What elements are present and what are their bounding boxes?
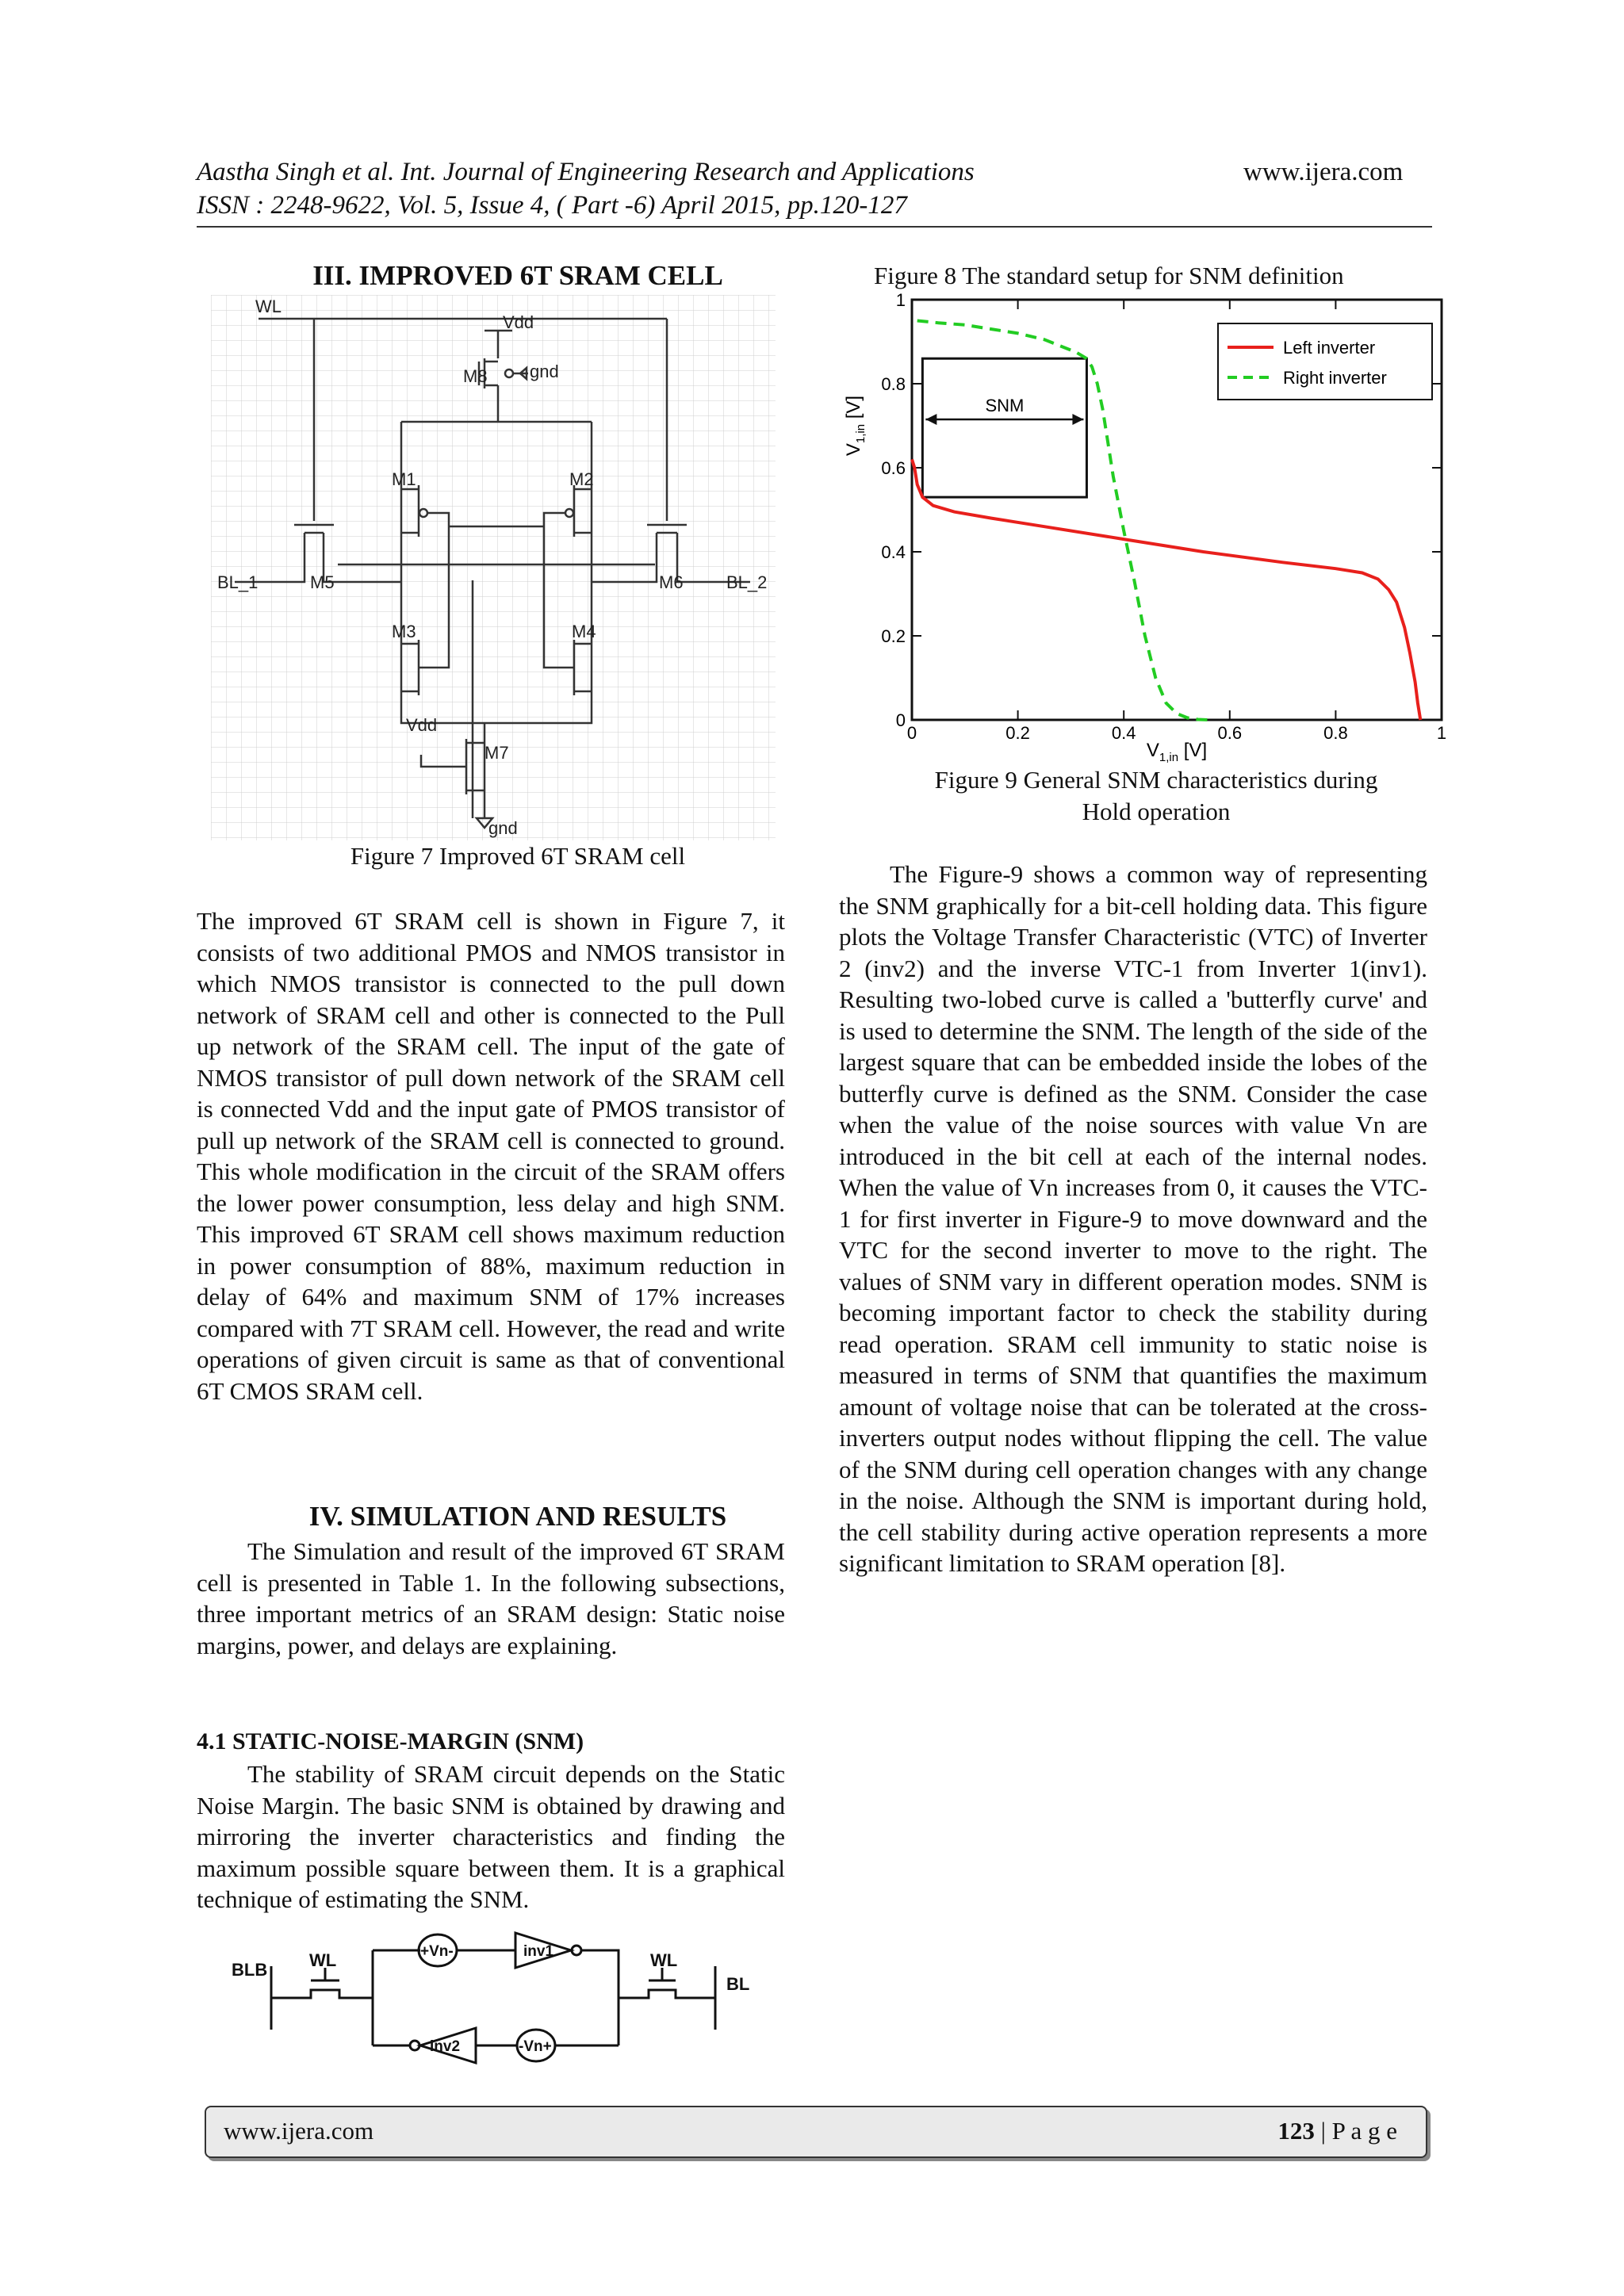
right-column-paragraph: The Figure-9 shows a common way of representing the SNM graphically for a bit-cell holding data. This figure plots the Voltage Transfer Characteristic (VTC) of Inverter 2 (inv2) and the inverse VTC-1 from Inverter 1(inv1). Resulting two-lobed curve is called a 'butterfly curve' and is used to determine the SNM. The length of the side of the largest square that can be embedded inside the lobes of the butterfly curve is defined as the SNM. Consider the case when the value of the noise sources with value Vn are introduced in the bit cell at each of the internal nodes. When the value of Vn increases from 0, it causes the VTC-1 for first inverter in Figure-9 to move downward and the VTC for the second inverter to move to the right. The values of SNM vary in different operation modes. SNM is becoming important factor to check the stability during read operation. SRAM cell immunity to static noise is measured in terms of SNM that quantifies the maximum amount of voltage noise that can be tolerated at the cross-inverters output nodes without flipping the cell. The value of the SNM during cell operation changes with any change in the noise. Although the SNM is important during hold, the cell stability during active operation represents a more significant limitation to SRAM operation [8].: [839, 860, 1427, 1577]
figure-7-caption: Figure 7 Improved 6T SRAM cell: [350, 842, 686, 870]
section-heading-simulation: IV. SIMULATION AND RESULTS: [308, 1501, 727, 1532]
fig7-label-gnd-bottom: gnd: [488, 818, 518, 838]
y-tick-label: 0.6: [881, 458, 906, 478]
fig7-label-m3: M3: [392, 622, 416, 641]
footer-page-label: | P a g e: [1314, 2117, 1397, 2145]
fig7-label-gnd: gnd: [530, 362, 559, 381]
section-4-paragraph: The Simulation and result of the improved 6T SRAM cell is presented in Table 1. In the following subsections, three important metrics of an SRAM design: Static noise margins, power, and delays are explaining.: [197, 1537, 785, 1659]
journal-header-line1: Aastha Singh et al. Int. Journal of Engineering Research and Applications: [197, 158, 975, 186]
x-tick-label: 0: [906, 723, 917, 743]
y-tick-label: 1: [895, 290, 906, 310]
page-footer: [205, 2106, 1427, 2158]
fig7-label-m6: M6: [659, 572, 684, 592]
fig8-label-inv2: inv2: [430, 2038, 461, 2055]
fig8-label-vn-source-bottom: -Vn+: [519, 2038, 552, 2055]
fig8-label-blb: BLB: [232, 1960, 268, 1980]
x-axis-label: $V_{1,in}$ [V]: [1146, 740, 1208, 764]
figure-9-caption-line1: Figure 9 General SNM characteristics during: [934, 766, 1378, 794]
fig8-label-inv1: inv1: [523, 1943, 554, 1960]
header-rule: [197, 226, 1432, 228]
subsection-snm-paragraph: The stability of SRAM circuit depends on the Static Noise Margin. The basic SNM is obtained by drawing and mirroring the inverter characteristics and finding the maximum possible square between them. It is a graphical technique of estimating the SNM.: [197, 1760, 785, 1913]
legend-label: Right inverter: [1283, 368, 1387, 388]
fig7-label-m8: M8: [463, 366, 488, 386]
figure-9-caption-line2: Hold operation: [1082, 798, 1231, 825]
fig7-label-vdd-m7: Vdd: [406, 715, 438, 735]
fig7-label-m4: M4: [572, 622, 596, 641]
section-heading-improved-6t: III. IMPROVED 6T SRAM CELL: [312, 260, 723, 291]
fig7-label-vdd: Vdd: [503, 312, 534, 332]
y-axis-label: $V_{1,in}$ [V]: [843, 395, 868, 457]
figure-9-butterfly-chart: [839, 285, 1450, 764]
x-tick-label: 0.8: [1323, 723, 1348, 743]
fig8-label-wl-right: WL: [650, 1950, 678, 1970]
footer-page-number-group: [1277, 2117, 1397, 2145]
fig7-label-bl2: BL_2: [726, 572, 768, 592]
fig8-label-wl-left: WL: [309, 1950, 337, 1970]
y-tick-label: 0: [895, 710, 906, 730]
journal-website[interactable]: www.ijera.com: [1243, 158, 1404, 186]
y-tick-label: 0.2: [881, 626, 906, 646]
figure-7-schematic: [211, 295, 776, 840]
legend-box: [1218, 323, 1432, 400]
fig7-label-m2: M2: [569, 469, 594, 489]
legend-label: Left inverter: [1283, 338, 1376, 358]
journal-header-line2: ISSN : 2248-9622, Vol. 5, Issue 4, ( Part -6) April 2015, pp.120-127: [197, 191, 907, 220]
x-tick-label: 0.6: [1217, 723, 1243, 743]
snm-annotation: SNM: [985, 396, 1025, 416]
footer-page-number: 123: [1277, 2117, 1315, 2145]
footer-website[interactable]: www.ijera.com: [224, 2117, 374, 2145]
fig7-label-wl: WL: [255, 297, 282, 316]
figure-8-snm-setup: [222, 1927, 769, 2085]
fig7-label-m1: M1: [392, 469, 416, 489]
section-3-paragraph: The improved 6T SRAM cell is shown in Figure 7, it consists of two additional PMOS and NMOS transistor in which NMOS transistor is connected to the pull down network of SRAM cell and other is connected to the Pull up network of the SRAM cell. The input of the gate of NMOS transistor of pull down network of the SRAM cell is connected Vdd and the input gate of PMOS transistor of pull up network of the SRAM cell is connected to ground. This whole modification in the circuit of the SRAM offers the lower power consumption, less delay and high SNM. This improved 6T SRAM cell shows maximum reduction in power consumption of 88%, maximum reduction in delay of 64% and maximum SNM of 17% increases compared with 7T SRAM cell. However, the read and write operations of given circuit is same as that of conventional 6T CMOS SRAM cell.: [197, 907, 785, 1405]
subsection-heading-snm: 4.1 STATIC-NOISE-MARGIN (SNM): [197, 1728, 584, 1755]
y-tick-label: 0.8: [881, 374, 906, 394]
x-tick-label: 0.4: [1111, 723, 1136, 743]
figure-8-caption: Figure 8 The standard setup for SNM definition: [874, 262, 1344, 289]
fig7-label-bl1: BL_1: [217, 572, 259, 592]
x-tick-label: 0.2: [1005, 723, 1030, 743]
fig8-label-bl: BL: [726, 1974, 750, 1994]
fig7-label-m7: M7: [485, 743, 509, 763]
y-tick-label: 0.4: [881, 542, 906, 562]
fig8-label-vn-source-top: +Vn-: [420, 1943, 454, 1960]
x-tick-label: 1: [1436, 723, 1447, 743]
fig7-label-m5: M5: [310, 572, 335, 592]
